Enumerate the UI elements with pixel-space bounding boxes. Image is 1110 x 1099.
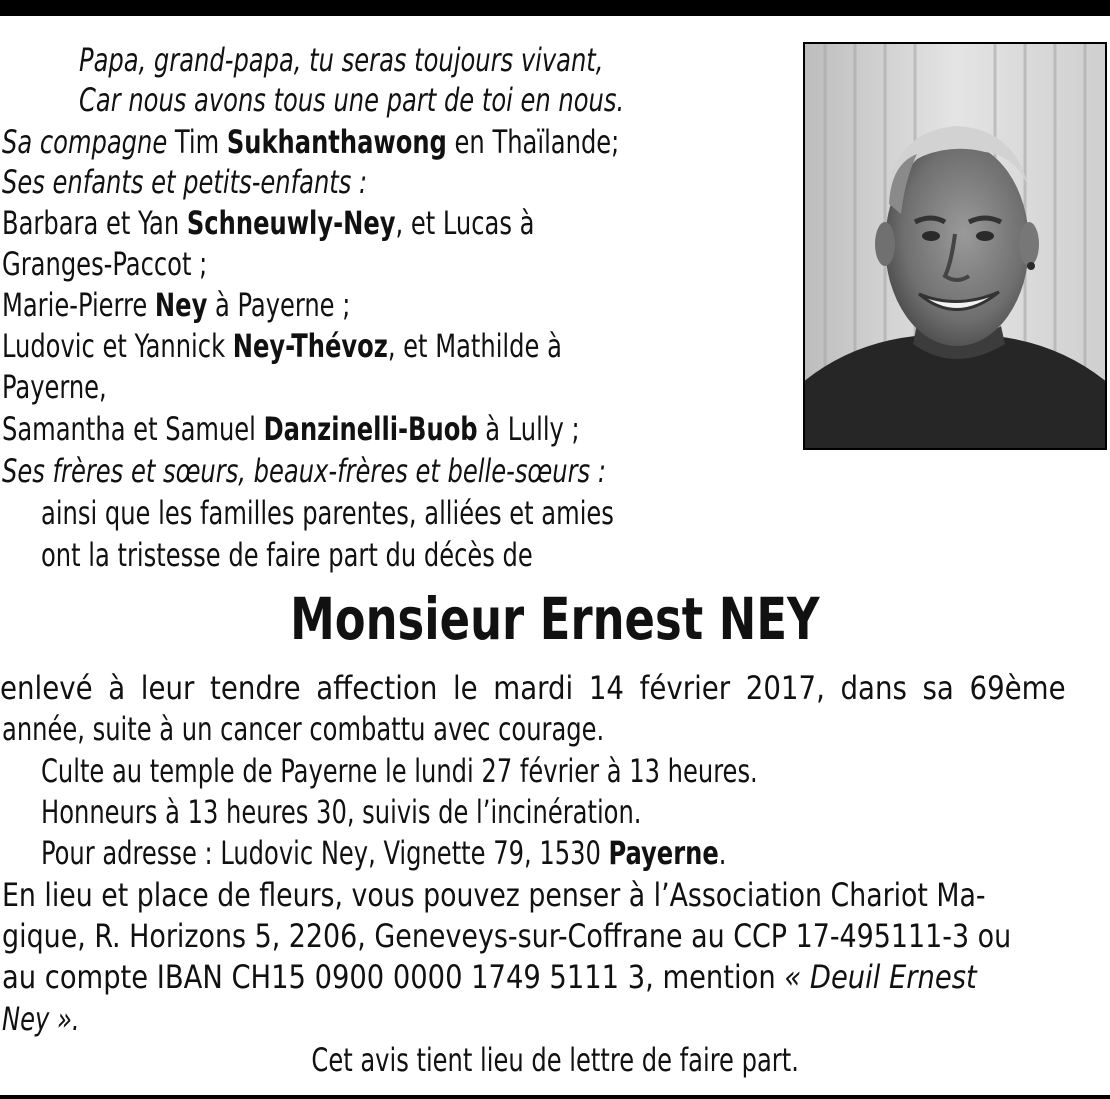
child-2-last: Ney: [154, 286, 208, 324]
donation-line-2: gique, R. Horizons 5, 2206, Geneveys-sur-Coffrane au CCP 17-495111-3 ou: [2, 917, 1012, 955]
siblings-intro: Ses frères et sœurs, beaux-frères et belle-sœurs :: [2, 452, 606, 490]
portrait-photo: [803, 42, 1107, 450]
donation-line-3: [2, 957, 977, 997]
child-4-last: Danzinelli-Buob: [263, 410, 478, 448]
child-4-line: [2, 409, 580, 449]
address-prefix: Pour adresse : Ludovic Ney, Vignette 79, 1530: [41, 834, 601, 872]
address-line: [41, 833, 726, 873]
child-2-rest: à Payerne ;: [215, 286, 351, 324]
companion-first: Tim: [174, 123, 220, 161]
portrait-drawing: [805, 44, 1105, 448]
death-line-1: [0, 668, 1110, 708]
donation-line-1: En lieu et place de fleurs, vous pouvez penser à l’Association Chariot Ma-: [2, 876, 986, 914]
child-3-place: Payerne,: [2, 368, 107, 406]
deceased-name: [0, 584, 1110, 654]
child-4-first: Samantha et Samuel: [2, 410, 256, 448]
address-city: Payerne: [608, 834, 719, 872]
donation-mention: « Deuil Ernest: [784, 958, 977, 996]
families-line: ainsi que les familles parentes, alliées et amies: [41, 494, 614, 532]
child-1-rest: , et Lucas à: [395, 204, 535, 242]
death-line-1-text: enlevé à leur tendre affection le mardi 14 février 2017, dans sa 69ème: [0, 669, 1066, 707]
children-intro: Ses enfants et petits-enfants :: [2, 163, 368, 201]
deceased-name-text: Monsieur Ernest NEY: [290, 585, 820, 653]
child-4-rest: à Lully ;: [485, 410, 580, 448]
companion-last: Sukhanthawong: [226, 123, 447, 161]
child-2-first: Marie-Pierre: [2, 286, 148, 324]
notice-line: [0, 1040, 1110, 1080]
service-line: Culte au temple de Payerne le lundi 27 février à 13 heures.: [41, 752, 758, 790]
child-1-last: Schneuwly-Ney: [186, 204, 396, 242]
death-line-2: année, suite à un cancer combattu avec courage.: [2, 710, 605, 748]
companion-place: en Thaïlande;: [454, 123, 620, 161]
companion-intro: Sa compagne: [2, 123, 168, 161]
announce-line: ont la tristesse de faire part du décès de: [41, 536, 533, 574]
child-1-first: Barbara et Yan: [2, 204, 180, 242]
donation-line-4: Ney ».: [2, 1000, 80, 1038]
child-3-line: [2, 326, 562, 366]
poem-line-2: Car nous avons tous une part de toi en nous.: [79, 81, 625, 119]
bottom-rule: [0, 1095, 1110, 1099]
child-3-last: Ney-Thévoz: [232, 327, 388, 365]
child-2-line: [2, 285, 350, 325]
donation-line-3-text: au compte IBAN CH15 0900 0000 1749 5111 3, mention: [2, 958, 776, 996]
honours-line: Honneurs à 13 heures 30, suivis de l’incinération.: [41, 793, 642, 831]
child-1-place: Granges-Paccot ;: [2, 245, 208, 283]
child-1-line: [2, 203, 534, 243]
notice-text: Cet avis tient lieu de lettre de faire part.: [311, 1041, 799, 1079]
companion-line: [2, 122, 619, 162]
top-rule: [0, 0, 1110, 16]
child-3-rest: , et Mathilde à: [387, 327, 562, 365]
address-suffix: .: [718, 834, 727, 872]
child-3-first: Ludovic et Yannick: [2, 327, 226, 365]
poem-line-1: Papa, grand-papa, tu seras toujours vivant,: [79, 41, 604, 79]
